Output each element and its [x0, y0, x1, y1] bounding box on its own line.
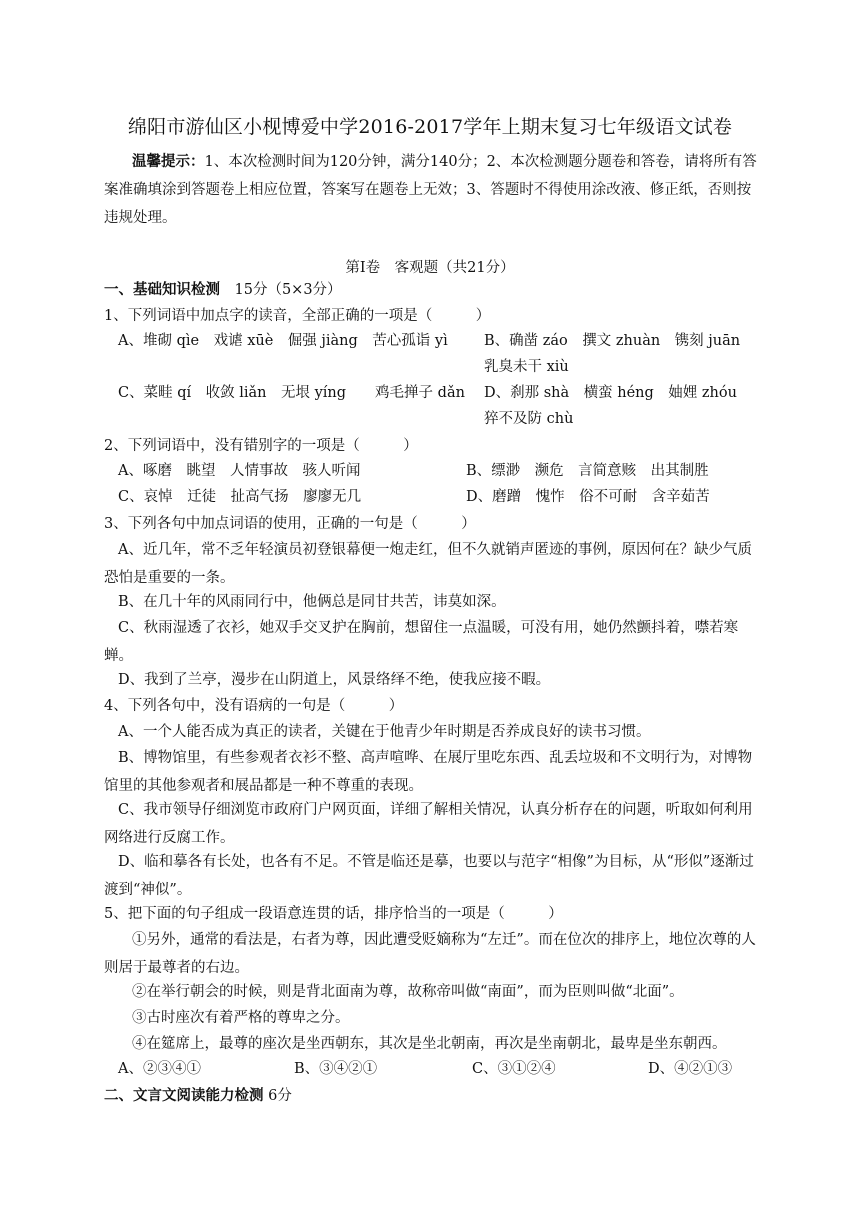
q4-option-c: C、我市领导仔细浏览市政府门户网页面，详细了解相关情况，认真分析存在的问题，听取如何利用网络进行反腐工作。 — [104, 802, 753, 846]
q5-option-b: B、③④②① — [294, 1061, 378, 1077]
notice-text: 1、本次检测时间为120分钟，满分140分；2、本次检测题分题卷和答卷，请将所有答案准确填涂到答题卷上相应位置，答案写在题卷上无效；3、答题时不得使用涂改液、修正纸，否则按违规处理。 — [104, 154, 757, 226]
notice-paragraph — [104, 148, 758, 232]
q4-option-d: D、临和摹各有长处，也各有不足。不管是临还是摹，也要以与范字“相像”为目标，从“形似”逐渐过渡到“神似”。 — [104, 854, 754, 898]
section1-label: 一、基础知识检测 — [104, 281, 220, 298]
q5-sentence-1: ①另外，通常的看法是，右者为尊，因此遭受贬嫡称为“左迁”。而在位次的排序上，地位次尊的人则居于最尊者的右边。 — [104, 932, 756, 976]
q1-option-a: A、堆砌 qìe 戏谑 xūè 倔强 jiàng 苦心孤诣 yì — [118, 333, 448, 349]
q1-option-c: C、菜畦 qí 收敛 liǎn 无垠 yíng 鸡毛掸子 dǎn — [118, 385, 465, 401]
exam-title: 绵阳市游仙区小枧博爱中学2016-2017学年上期末复习七年级语文试卷 — [127, 116, 733, 138]
notice-label: 温馨提示： — [132, 153, 205, 170]
q3-option-d: D、我到了兰亭，漫步在山阴道上，风景络绎不绝，使我应接不暇。 — [118, 672, 551, 688]
q5-stem: 5、把下面的句子组成一段语意连贯的话，排序恰当的一项是（ ） — [104, 906, 563, 922]
section2-heading — [104, 1082, 758, 1110]
part1-title: 第Ⅰ卷 客观题（共21分） — [345, 260, 515, 276]
q5-option-d: D、④②①③ — [648, 1061, 733, 1077]
section2-label: 二、文言文阅读能力检测 — [104, 1087, 264, 1104]
q1-option-d: D、刹那 shà 横蛮 héng 妯娌 zhóu 猝不及防 chù — [484, 385, 752, 427]
q3-option-b: B、在几十年的风雨同行中，他俩总是同甘共苦，讳莫如深。 — [118, 594, 506, 610]
q3-stem: 3、下列各句中加点词语的使用，正确的一句是（ ） — [104, 516, 476, 532]
q3-option-c: C、秋雨湿透了衣衫，她双手交叉护在胸前，想留住一点温暖，可没有用，她仍然颤抖着，噤若寒蝉。 — [104, 620, 739, 664]
q3-option-a: A、近几年，常不乏年轻演员初登银幕便一炮走红，但不久就销声匿迹的事例，原因何在？缺少气质恐怕是重要的一条。 — [104, 542, 752, 586]
q4-stem: 4、下列各句中，没有语病的一句是（ ） — [104, 698, 404, 714]
q5-sentence-2: ②在举行朝会的时候，则是背北面南为尊，故称帝叫做“南面”，而为臣则叫做“北面”。 — [132, 984, 684, 1000]
q5-sentence-4: ④在筵席上，最尊的座次是坐西朝东，其次是坐北朝南，再次是坐南朝北，最卑是坐东朝西。 — [132, 1036, 727, 1052]
q2-option-a: A、啄磨 眺望 人情事故 骇人听闻 — [118, 463, 361, 479]
q2-option-c: C、哀悼 迁徒 扯高气扬 廖廖无几 — [118, 489, 362, 505]
section1-score: 15分（5×3分） — [220, 282, 342, 298]
section2-score: 6分 — [263, 1088, 292, 1104]
q2-option-d: D、磨蹭 愧怍 俗不可耐 含辛茹苦 — [466, 489, 710, 505]
q5-option-c: C、③①②④ — [472, 1061, 556, 1077]
q1-option-b: B、确凿 záo 撰文 zhuàn 镌刻 juān 乳臭未干 xiù — [484, 333, 770, 375]
q4-option-a: A、一个人能否成为真正的读者，关键在于他青少年时期是否养成良好的读书习惯。 — [118, 724, 651, 740]
q5-option-a: A、②③④① — [118, 1061, 201, 1077]
section1-heading — [104, 276, 758, 304]
q2-option-b: B、缥渺 濒危 言简意赅 出其制胜 — [466, 463, 709, 479]
q5-sentence-3: ③古时座次有着严格的尊卑之分。 — [132, 1010, 350, 1026]
q4-option-b: B、博物馆里，有些参观者衣衫不整、高声喧哗、在展厅里吃东西、乱丢垃圾和不文明行为，对博物馆里的其他参观者和展品都是一种不尊重的表现。 — [104, 750, 753, 794]
q1-stem: 1、下列词语中加点字的读音，全部正确的一项是（ ） — [104, 308, 491, 324]
q2-stem: 2、下列词语中，没有错别字的一项是（ ） — [104, 438, 418, 454]
